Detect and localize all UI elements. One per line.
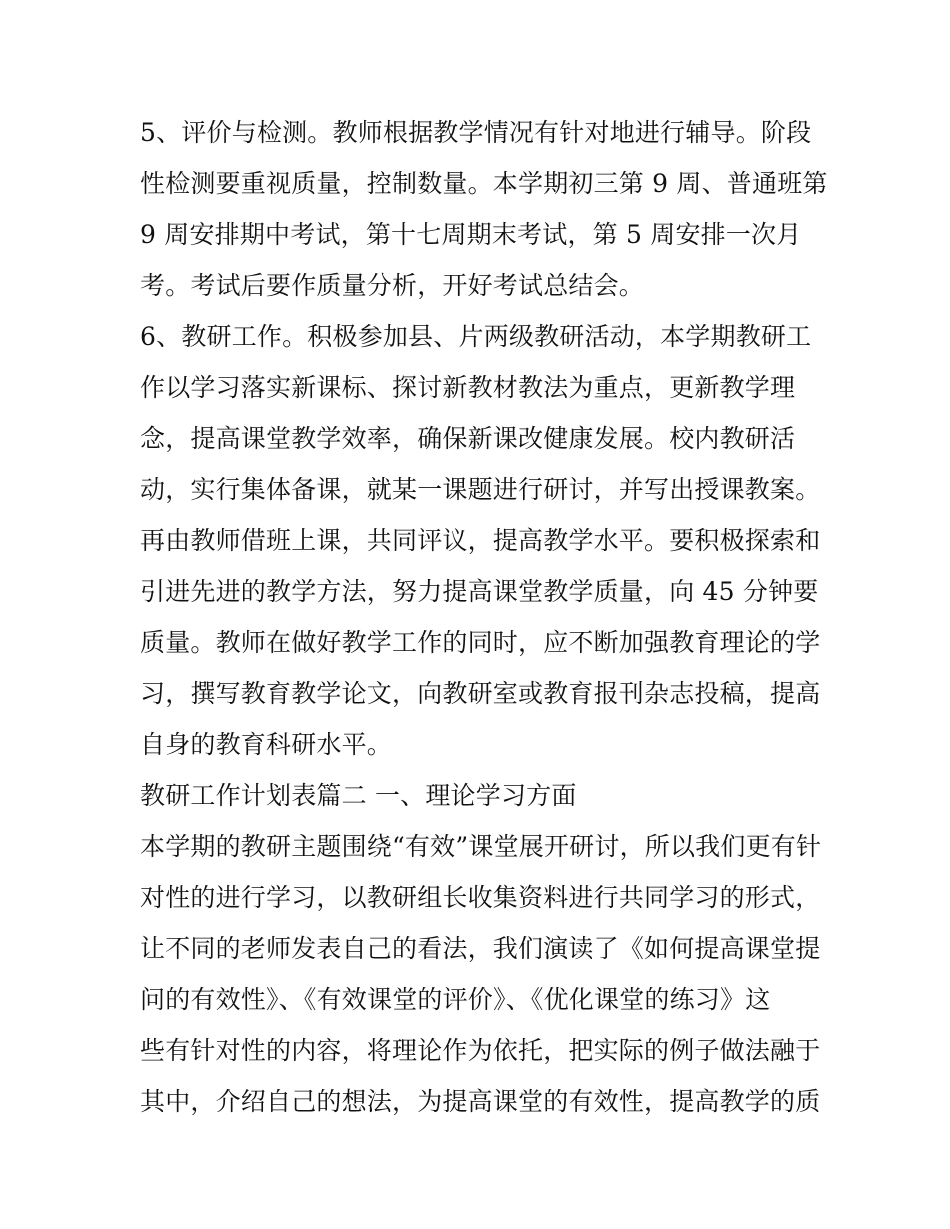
text-line: 些有针对性的内容，将理论作为依托，把实际的例子做法融于 (140, 1036, 821, 1065)
document-body (140, 107, 828, 1127)
text-line: 性检测要重视质量，控制数量。本学期初三第 9 周、普通班第 (140, 169, 828, 198)
text-line: 问的有效性》、《有效课堂的评价》、《优化课堂的练习》这 (140, 985, 771, 1014)
text-line: 作以学习落实新课标、探讨新教材教法为重点，更新教学理 (140, 373, 796, 402)
text-line: 考。考试后要作质量分析，开好考试总结会。 (140, 271, 645, 300)
text-line: 6、教研工作。积极参加县、片两级教研活动，本学期教研工 (140, 322, 812, 351)
text-line: 9 周安排期中考试，第十七周期末考试，第 5 周安排一次月 (140, 220, 802, 249)
text-line: 再由教师借班上课，共同评议，提高教学水平。要积极探索和 (140, 526, 821, 555)
text-line: 让不同的老师发表自己的看法，我们演读了《如何提高课堂提 (140, 934, 821, 963)
text-line: 其中，介绍自己的想法，为提高课堂的有效性，提高教学的质 (140, 1087, 821, 1116)
section-heading: 教研工作计划表篇二 一、理论学习方面 (140, 781, 577, 810)
text-line: 动，实行集体备课，就某一课题进行研讨，并写出授课教案。 (140, 475, 821, 504)
text-line: 念，提高课堂教学效率，确保新课改健康发展。校内教研活 (140, 424, 796, 453)
text-line: 对性的进行学习，以教研组长收集资料进行共同学习的形式， (140, 883, 821, 912)
text-line: 质量。教师在做好教学工作的同时，应不断加强教育理论的学 (140, 628, 821, 657)
text-line: 5、评价与检测。教师根据教学情况有针对地进行辅导。阶段 (140, 118, 812, 147)
text-line: 习，撰写教育教学论文，向教研室或教育报刊杂志投稿，提高 (140, 679, 821, 708)
text-line: 自身的教育科研水平。 (140, 730, 393, 759)
text-line: 引进先进的教学方法，努力提高课堂教学质量，向 45 分钟要 (140, 577, 819, 606)
text-line: 本学期的教研主题围绕“有效”课堂展开研讨，所以我们更有针 (140, 832, 822, 861)
